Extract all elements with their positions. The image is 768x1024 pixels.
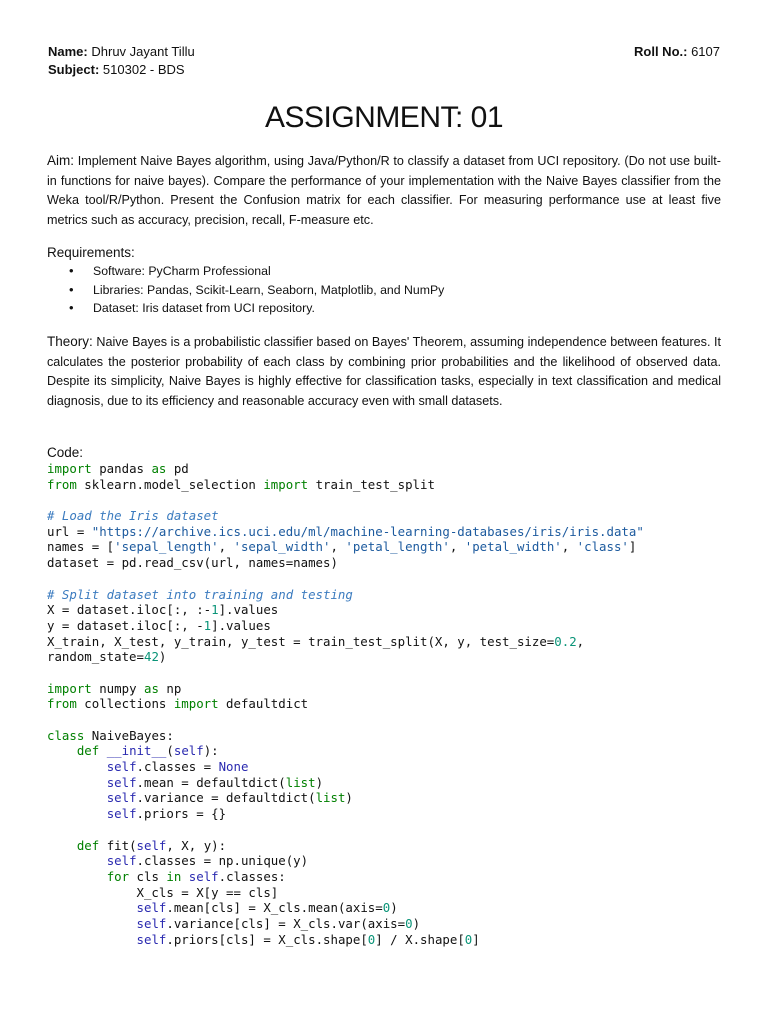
code-token [47,759,107,774]
code-token: 'class' [576,539,629,555]
code-token: self [136,900,167,916]
code-token: as [143,680,159,696]
code-token: 0 [367,931,376,947]
subject-line [48,61,185,79]
code-token: from [47,476,77,492]
code-token: 0 [382,900,391,916]
code-line [47,571,747,587]
code-block [47,461,747,947]
code-token: dataset = pd.read_csv(url, names=names) [47,555,338,571]
code-token: .mean = defaultdict( [136,774,286,790]
code-token [47,932,137,947]
code-line [47,900,747,916]
code-token: def [76,743,100,759]
code-token: train_test_split [308,476,435,492]
code-token: ) [345,790,353,806]
code-token: import [47,461,92,476]
list-item: • Software: PyCharm Professional [47,262,444,281]
code-token: ] [472,931,480,947]
code-line [47,461,747,477]
code-token: 42 [143,649,159,665]
code-token: .variance[cls] = X_cls.var(axis= [166,915,406,931]
code-token: , X, y): [166,837,227,853]
code-token: , [330,539,346,555]
code-token: ) [412,915,421,931]
theory-section [47,332,721,411]
name-label: Name: [48,44,88,59]
code-token [47,806,107,821]
code-token: ] [628,539,637,555]
code-line [47,587,747,603]
subject-label: Subject: [48,62,100,77]
code-token: self [106,774,137,790]
code-token: "https://archive.ics.uci.edu/ml/machine-learning-databases/iris/iris.data" [91,523,644,539]
code-token [181,869,188,884]
code-token: X_cls = X[y == cls] [47,884,279,900]
code-token: import [173,696,219,712]
requirements-heading: Requirements: [47,245,135,260]
code-token: self [106,806,137,822]
code-token: 'petal_width' [464,539,562,555]
code-line [47,539,747,555]
code-token: , [576,633,585,649]
code-token: 0.2 [554,633,577,649]
code-token: class [47,727,85,743]
code-token: 1 [203,617,212,633]
code-token: defaultdict [218,696,309,712]
code-token [47,869,107,884]
name-value: Dhruv Jayant Tillu [91,44,195,59]
code-token: .classes: [218,868,286,884]
code-token: pandas [91,461,152,476]
roll-number [634,43,720,61]
aim-section [47,151,721,230]
code-token: import [263,476,309,492]
code-token [47,853,107,868]
code-line [47,712,747,728]
code-line [47,743,747,759]
aim-text: Implement Naive Bayes algorithm, using Java/Python/R to classify a dataset from UCI repository. (Do not use built-in functions for naive bayes). Compare the performance of your implementation with the Naive Bayes classifier from the Weka tool/R/Python. Present the Confusion matrix for each classifier. For measuring performance use at least five metrics such as accuracy, precision, recall, F-measure etc. [47,154,721,227]
code-token: , [218,539,234,555]
code-token: for [106,868,130,884]
code-token: np [158,680,182,696]
code-token: 0 [464,931,473,947]
code-token [47,743,77,758]
code-line [47,932,747,948]
code-token: .variance = defaultdict( [136,790,316,806]
code-line [47,634,747,650]
theory-text: Naive Bayes is a probabilistic classifier based on Bayes' Theorem, assuming independence between features. It calculates the posterior probability of each class by combining prior probabilities and the likelihood of observed data. Despite its simplicity, Naive Bayes is highly effective for classification tasks, especially in text classification and medical diagnosis, due to its efficiency and reasonable accuracy even with small datasets. [47,335,721,408]
aim-label: Aim: [47,153,74,168]
code-token: self [136,931,167,947]
requirements-list [47,262,444,318]
code-token: as [151,461,167,476]
code-token: self [136,915,167,931]
code-token: , [449,539,465,555]
subject-value: 510302 - BDS [102,62,185,77]
code-token: ) [390,900,398,916]
code-token: NaiveBayes: [84,727,174,743]
code-line [47,853,747,869]
code-line [47,696,747,712]
code-token: pd [166,461,189,476]
code-token: numpy [91,680,144,696]
code-token: 'sepal_width' [233,539,331,555]
code-line [47,838,747,854]
code-token: self [106,853,137,869]
code-line [47,492,747,508]
code-token [99,743,106,758]
code-heading: Code: [47,445,84,460]
code-token: __init__ [106,743,167,759]
page-title: ASSIGNMENT: 01 [264,101,504,134]
code-token [47,838,77,853]
code-token: ( [166,743,174,759]
code-token: .mean[cls] = X_cls.mean(axis= [166,900,383,916]
code-token: None [218,759,249,775]
code-token: list [285,774,316,790]
code-token: ) [315,774,324,790]
code-token: 'sepal_length' [114,539,219,555]
code-token: fit( [99,837,137,853]
code-token: sklearn.model_selection [76,476,264,492]
code-token: def [76,837,100,853]
code-token: import [47,680,92,696]
code-line [47,916,747,932]
code-token: .priors = {} [136,806,227,822]
code-line [47,790,747,806]
code-line [47,728,747,744]
student-name [48,43,195,61]
code-token: , [561,539,577,555]
code-line [47,759,747,775]
code-token: collections [76,696,174,712]
code-line [47,508,747,524]
code-token: .classes = np.unique(y) [136,853,309,869]
list-item: • Libraries: Pandas, Scikit-Learn, Seaborn, Matplotlib, and NumPy [47,281,444,300]
code-token: y = dataset.iloc[:, - [47,617,204,633]
code-token: self [106,790,137,806]
code-token: self [136,837,167,853]
code-line [47,822,747,838]
code-token [47,916,137,931]
code-token: ): [203,743,219,759]
code-token: 0 [405,915,413,931]
code-token: from [47,696,77,712]
code-token: in [166,868,182,884]
code-line [47,602,747,618]
code-token: # Split dataset into training and testing [47,586,353,602]
list-item: • Dataset: Iris dataset from UCI repository. [47,299,444,318]
code-token: 1 [211,602,219,618]
code-token [47,900,137,915]
code-token: ) [158,649,167,665]
code-line [47,885,747,901]
code-token: names = [ [47,539,115,555]
theory-label: Theory: [47,334,93,349]
code-token: cls [129,868,167,884]
code-token: X = dataset.iloc[:, :- [47,602,212,618]
code-token: list [315,790,346,806]
code-line [47,649,747,665]
code-line [47,775,747,791]
code-token: .priors[cls] = X_cls.shape[ [166,931,368,947]
code-line [47,555,747,571]
code-token: .classes = [136,759,219,775]
code-token: self [188,868,219,884]
code-token [47,775,107,790]
code-line [47,618,747,634]
code-token [47,790,107,805]
code-token: 'petal_length' [345,539,450,555]
code-line [47,806,747,822]
code-token: ].values [211,617,271,633]
code-line [47,665,747,681]
code-line [47,869,747,885]
code-token: self [106,759,137,775]
code-line [47,524,747,540]
code-token: self [173,743,204,759]
code-line [47,681,747,697]
roll-label: Roll No.: [634,44,688,59]
roll-value: 6107 [691,44,720,59]
code-line [47,477,747,493]
code-token: ].values [218,602,279,618]
code-token: url = [47,523,92,539]
code-token: # Load the Iris dataset [47,508,219,524]
code-token: ] / X.shape[ [375,931,465,947]
code-token: random_state= [47,649,144,665]
code-token: X_train, X_test, y_train, y_test = train_test_split(X, y, test_size= [47,633,555,649]
